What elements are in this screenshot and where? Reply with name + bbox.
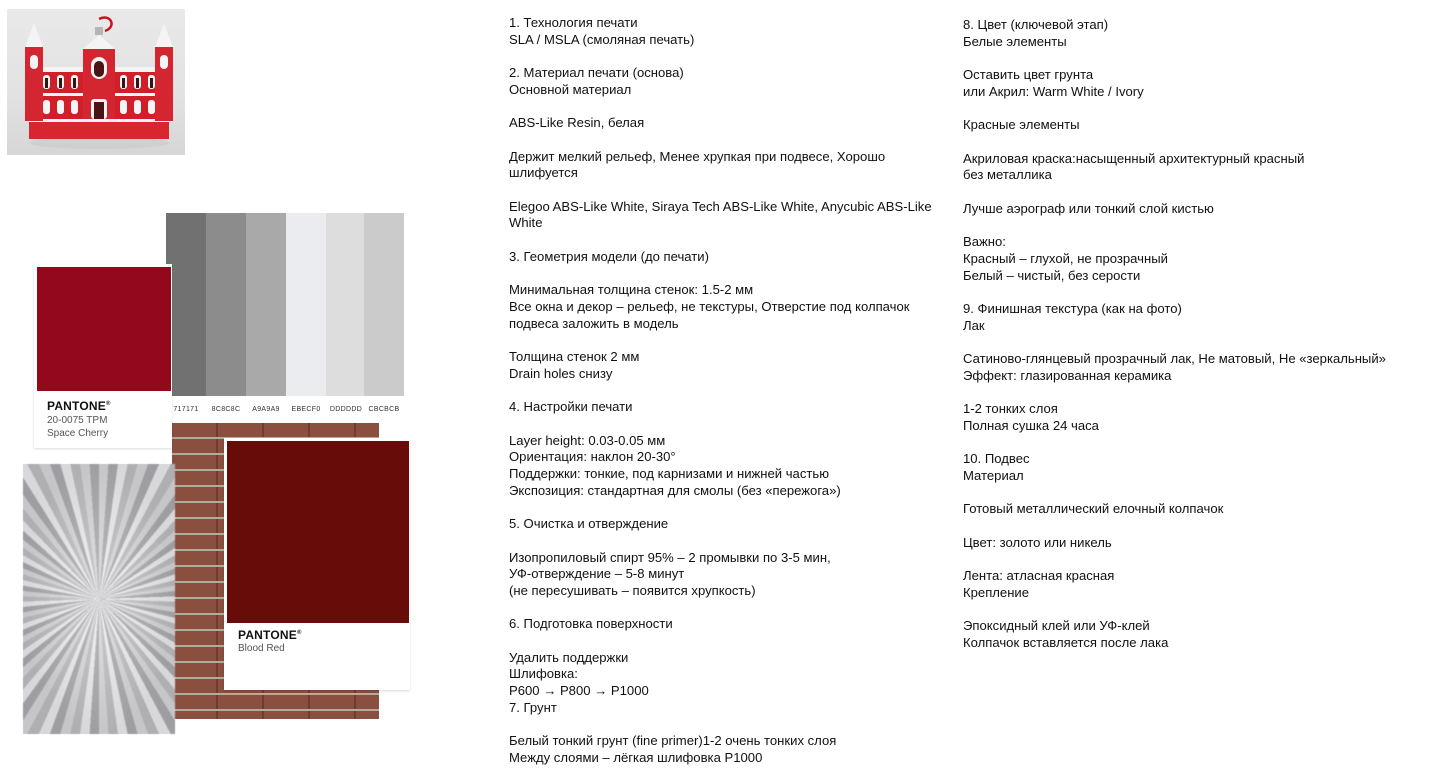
registered-mark: ®: [105, 401, 111, 407]
instructions-column-2: 8. Цвет (ключевой этап) Белые элементы Оставить цвет грунта или Акрил: Warm White / Ivory Красные элементы Акриловая краска:насыщенный архитектурный красный без металлика Лучше аэрограф или тонкий слой кистью Важно: Красный – глухой, не прозрачный Белый – чистый, без серости 9. Финишная текстура (как на фото) Лак Сатиново-глянцевый прозрачный лак, Не матовый, Не «зеркальный» Эффект: глазированная керамика 1-2 тонких слоя Полная сушка 24 часа 10. Подвес Материал Готовый металлический елочный колпачок Цвет: золото или никель Лента: атласная красная Крепление Эпоксидный клей или УФ-клей Колпачок вставляется после лака: [963, 17, 1386, 651]
pantone-card-blood-red: [224, 438, 410, 690]
pantone-name: Space Cherry: [47, 428, 109, 439]
instructions-column-1: 1. Технология печати SLA / MSLA (смоляная печать) 2. Материал печати (основа) Основной материал ABS-Like Resin, белая Держит мелкий рельеф, Менее хрупкая при подвесе, Хорошо шлифуется Elegoo ABS-Like White, Siraya Tech ABS-Like White, Anycubic ABS-Like White 3. Геометрия модели (до печати) Минимальная толщина стенок: 1.5-2 мм Все окна и декор – рельеф, не текстуры, Отверстие под колпачок подвеса заложить в модель Толщина стенок 2 мм Drain holes снизу 4. Настройки печати Layer height: 0.03-0.05 мм Ориентация: наклон 20-30° Поддержки: тонкие, под карнизами и нижней частью Экспозиция: стандартная для смолы (без «пережога») 5. Очистка и отверждение Изопропиловый спирт 95% – 2 промывки по 3-5 мин, УФ-отверждение – 5-8 минут (не пересушивать – появится хрупкость) 6. Подготовка поверхности Удалить поддержки Шлифовка: P600 → P800 → P1000 7. Грунт Белый тонкий грунт (fine primer)1-2 очень тонких слоя Между слоями – лёгкая шлифовка P1000: [509, 15, 932, 765]
swatch-color: [246, 213, 286, 396]
product-photo: [7, 9, 185, 155]
swatch: [326, 213, 366, 424]
swatch-label: DDDDDD: [329, 406, 363, 413]
swatch: [246, 213, 286, 424]
swatch: [286, 213, 326, 424]
swatch-label: 717171: [173, 406, 199, 413]
theatre-ornament-illustration: [7, 9, 185, 155]
metal-sheen: [23, 464, 175, 734]
swatch: [166, 213, 206, 424]
swatch-color: [364, 213, 404, 396]
swatch: [206, 213, 246, 424]
swatch: [364, 213, 404, 424]
swatch-color: [166, 213, 206, 396]
pantone-name: Blood Red: [238, 643, 285, 654]
swatch-label: EBECF0: [291, 406, 321, 413]
pantone-color-chip: [37, 267, 171, 391]
grey-swatch-palette: [166, 213, 404, 424]
pantone-color-chip: [227, 441, 409, 623]
swatch-label: CBCBCB: [368, 406, 400, 413]
registered-mark: ®: [296, 630, 302, 636]
pantone-card-space-cherry: [34, 264, 172, 448]
swatch-label: A9A9A9: [252, 406, 280, 413]
swatch-color: [326, 213, 366, 396]
pantone-brand: PANTONE®: [47, 399, 111, 413]
pantone-code: 20-0075 TPM: [47, 415, 108, 426]
pantone-brand: PANTONE®: [238, 628, 302, 642]
swatch-color: [206, 213, 246, 396]
swatch-color: [286, 213, 326, 396]
swatch-label: 8C8C8C: [211, 406, 241, 413]
